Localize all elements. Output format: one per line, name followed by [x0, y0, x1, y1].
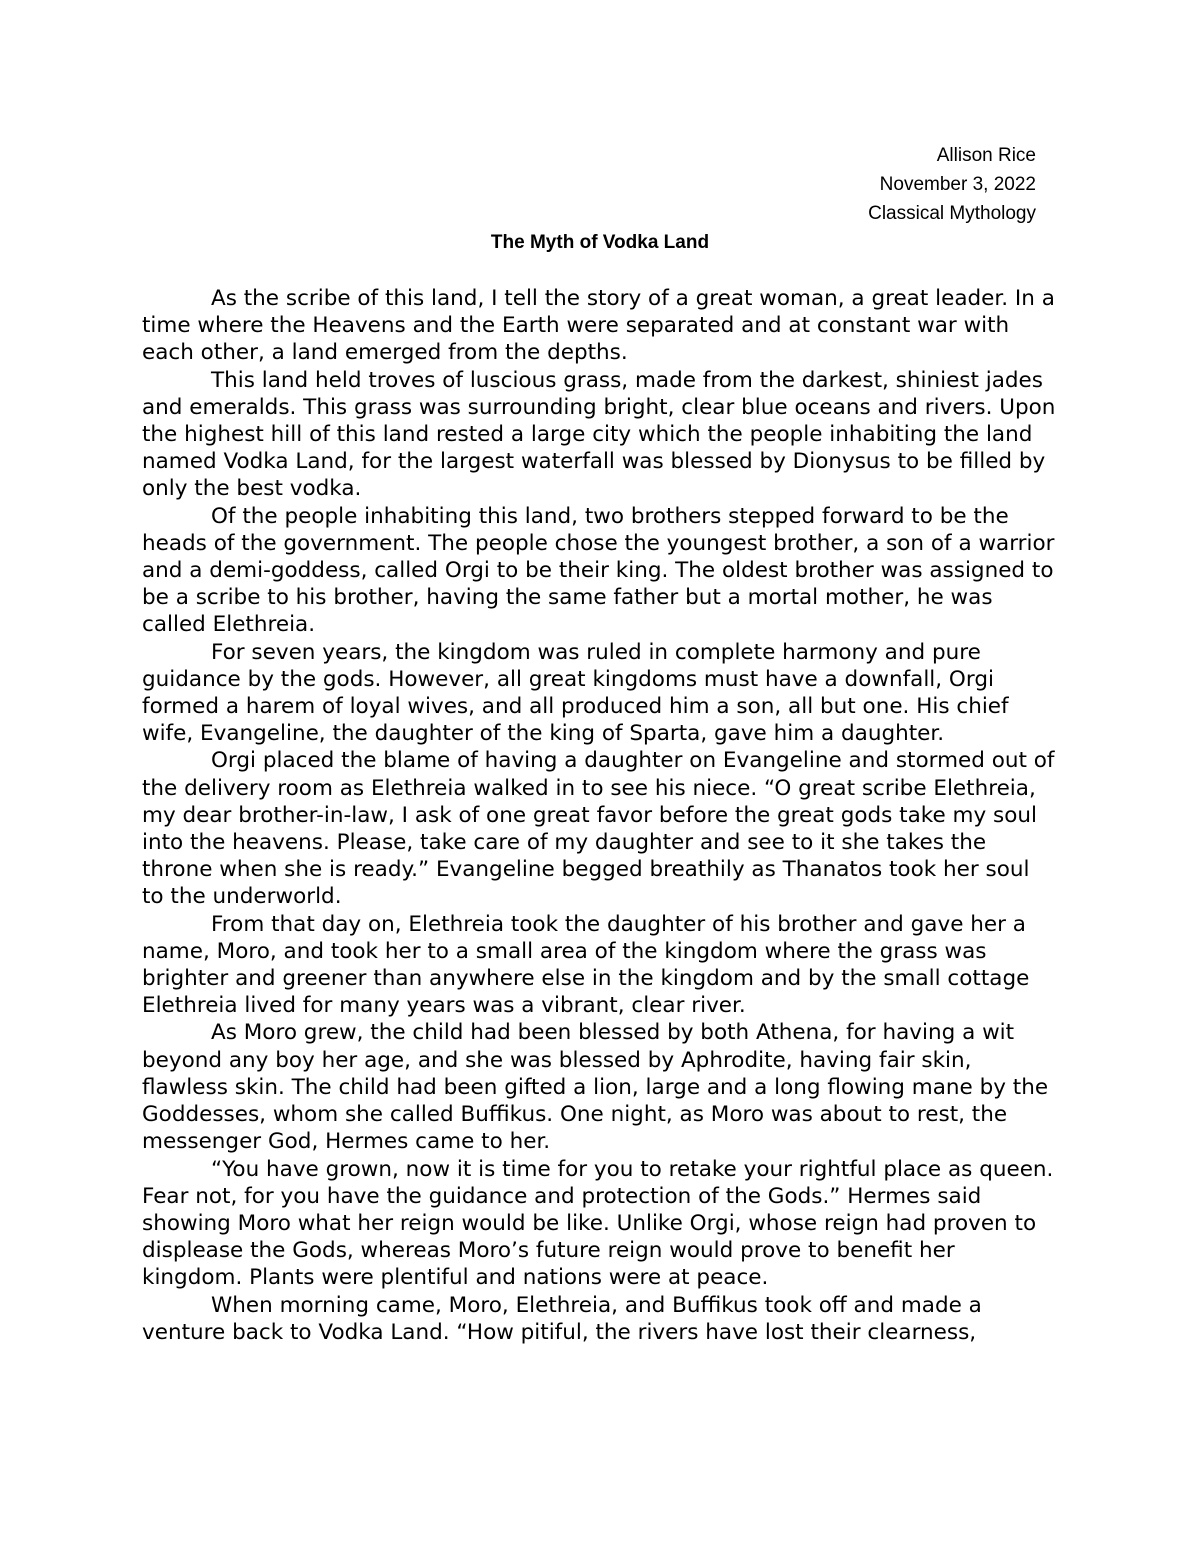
paragraph: “You have grown, now it is time for you to retake your rightful place as queen. Fear not, for you have the guidance and protection of the Gods.” Hermes said showing Moro what her reign would be like. Unlike Orgi, whose reign had proven to displease the Gods, whereas Moro’s future reign would prove to benefit her kingdom. Plants were plentiful and nations were at peace.: [142, 1156, 1054, 1291]
paragraph: From that day on, Elethreia took the daughter of his brother and gave her a name, Moro, and took her to a small area of the kingdom where the grass was brighter and greener than anywhere else in the kingdom and by the small cottage Elethreia lived for many years was a vibrant, clear river.: [142, 911, 1030, 1019]
paragraph: This land held troves of luscious grass, made from the darkest, shiniest jades and emeralds. This grass was surrounding bright, clear blue oceans and rivers. Upon the highest hill of this land rested a large city which the people inhabiting the land named Vodka Land, for the largest waterfall was blessed by Dionysus to be filled by only the best vodka.: [142, 367, 1056, 502]
course-name: Classical Mythology: [868, 203, 1036, 224]
document-header: [868, 141, 1036, 228]
document-title: The Myth of Vodka Land: [490, 232, 710, 253]
document-body: [142, 285, 1057, 1346]
paragraph: For seven years, the kingdom was ruled in complete harmony and pure guidance by the gods. However, all great kingdoms must have a downfall, Orgi formed a harem of loyal wives, and all produced him a son, all but one. His chief wife, Evangeline, the daughter of the king of Sparta, gave him a daughter.: [142, 639, 1009, 747]
paragraph: As the scribe of this land, I tell the story of a great woman, a great leader. In a time where the Heavens and the Earth were separated and at constant war with each other, a land emerged from the depths.: [142, 286, 1055, 366]
paragraph: Orgi placed the blame of having a daughter on Evangeline and stormed out of the delivery room as Elethreia walked in to see his niece. “O great scribe Elethreia, my dear brother-in-law, I ask of one great favor before the great gods take my soul into the heavens. Please, take care of my daughter and see to it she takes the throne when she is ready.” Evangeline begged breathily as Thanatos took her soul to the underworld.: [142, 748, 1055, 910]
paragraph: Of the people inhabiting this land, two brothers stepped forward to be the heads of the government. The people chose the youngest brother, a son of a warrior and a demi-goddess, called Orgi to be their king. The oldest brother was assigned to be a scribe to his brother, having the same father but a mortal mother, he was called Elethreia.: [142, 503, 1055, 638]
paragraph: When morning came, Moro, Elethreia, and Buffikus took off and made a venture back to Vodka Land. “How pitiful, the rivers have lost their clearness,: [142, 1292, 982, 1345]
document-date: November 3, 2022: [879, 174, 1036, 195]
paragraph: As Moro grew, the child had been blessed by both Athena, for having a wit beyond any boy her age, and she was blessed by Aphrodite, having fair skin, flawless skin. The child had been gifted a lion, large and a long flowing mane by the Goddesses, whom she called Buffikus. One night, as Moro was about to rest, the messenger God, Hermes came to her.: [142, 1020, 1049, 1155]
author-name: Allison Rice: [936, 145, 1036, 166]
